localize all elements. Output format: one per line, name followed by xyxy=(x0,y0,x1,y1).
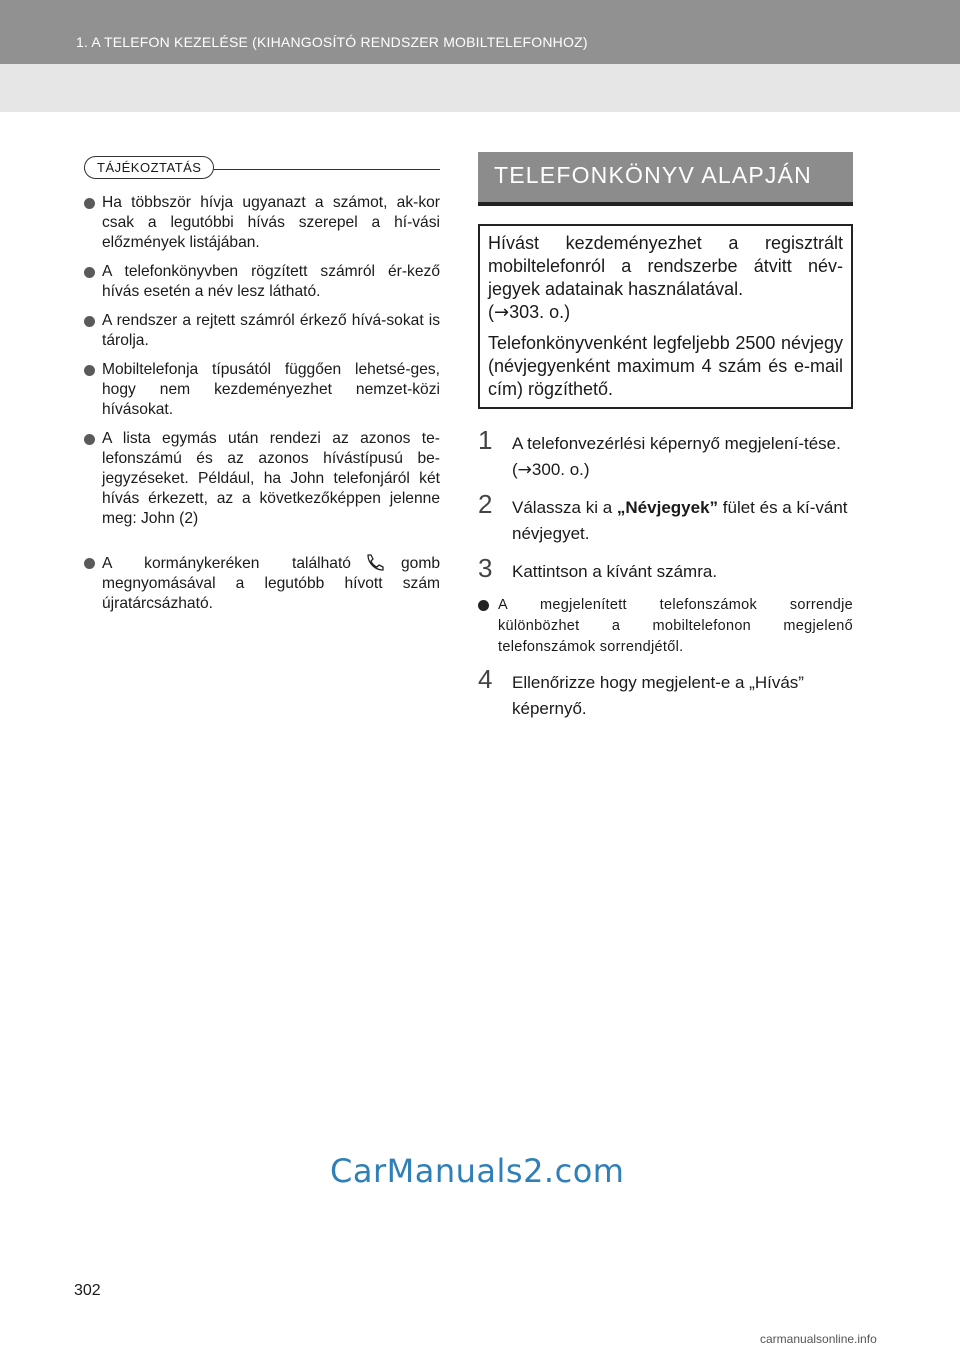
bullet-dot-icon xyxy=(84,198,95,209)
intro-box xyxy=(478,224,853,409)
info-bullet xyxy=(84,360,440,420)
info-bullet-text: Ha többször hívja ugyanazt a számot, ak-kor csak a legutóbbi hívás szerepel a hí-vási előzmények listájában. xyxy=(102,194,440,251)
step-number: 3 xyxy=(478,553,493,583)
chapter-title: 1. A TELEFON KEZELÉSE (KIHANGOSÍTÓ RENDSZER MOBILTELEFONHOZ) xyxy=(76,34,588,50)
info-bullet xyxy=(84,429,440,529)
source-url: carmanualsonline.info xyxy=(760,1332,877,1346)
intro-paragraph: Hívást kezdeményezhet a regisztrált mobiltelefonról a rendszerbe átvitt név-jegyek adatainak használatával. (→303. o.) xyxy=(488,233,843,323)
step-1: 1 A telefonvezérlési képernyő megjelení-tése. (→300. o.) xyxy=(478,425,841,480)
redial-text-after: gomb megnyomásával a legutóbb hívott szám újratárcsázható. xyxy=(102,555,440,612)
page-reference: 303. o.) xyxy=(509,302,571,322)
bullet-dot-icon xyxy=(84,267,95,278)
info-bullet-text: Mobiltelefonja típusától függően lehetsé-ges, hogy nem kezdeményezhet nemzet-közi hívásokat. xyxy=(102,361,440,418)
phonebook-column xyxy=(478,152,853,722)
step-2: 2 Válassza ki a „Névjegyek” fület és a kí-vánt névjegyet. xyxy=(478,489,848,543)
bullet-dot-icon xyxy=(84,558,95,569)
info-bullet xyxy=(84,311,440,351)
step-3: 3 Kattintson a kívánt számra. xyxy=(478,553,718,583)
info-bullet-redial xyxy=(84,553,440,614)
info-bullet-text: A lista egymás után rendezi az azonos te-lefonszámú és az azonos hívástípusú be-jegyzéseket. Például, ha John telefonjáról két hívás érkezett, az a következőképpen jelenne meg: John (2) xyxy=(102,430,440,527)
bullet-dot-icon xyxy=(84,365,95,376)
bullet-dot-icon xyxy=(478,600,489,611)
step-number: 4 xyxy=(478,664,493,694)
step-number: 2 xyxy=(478,489,493,519)
section-title: TELEFONKÖNYV ALAPJÁN xyxy=(478,152,853,206)
info-bullet-text: A rendszer a rejtett számról érkező hívá-sokat is tárolja. xyxy=(102,312,440,349)
info-badge: TÁJÉKOZTATÁS xyxy=(84,156,214,179)
info-bullet xyxy=(84,193,440,253)
arrow-right-icon: → xyxy=(517,460,532,480)
arrow-right-icon: → xyxy=(494,302,510,323)
info-bullet-text: A telefonkönyvben rögzített számról ér-kező hívás esetén a név lesz látható. xyxy=(102,263,440,300)
bullet-dot-icon xyxy=(84,316,95,327)
intro-paragraph-limit: Telefonkönyvenként legfeljebb 2500 névjegy (névjegyenként maximum 4 szám és e-mail cím) rögzíthető. xyxy=(488,333,843,399)
step-note: A megjelenített telefonszámok sorrendje különbözhet a mobiltelefonon megjelenő telefonszámok sorrendjétől. xyxy=(478,595,853,658)
watermark: CarManuals2.com xyxy=(330,1152,625,1190)
step-number: 1 xyxy=(478,425,493,455)
redial-text-before: A kormánykeréken található xyxy=(102,555,351,572)
page-number: 302 xyxy=(74,1282,101,1299)
page-reference: 300. o.) xyxy=(531,460,590,479)
info-bullet xyxy=(84,262,440,302)
step-4: 4 Ellenőrizze hogy megjelent-e a „Hívás” képernyő. xyxy=(478,664,804,718)
info-column xyxy=(84,156,440,623)
bullet-dot-icon xyxy=(84,434,95,445)
tab-name-emphasis: „Névjegyek” xyxy=(616,498,719,517)
phone-icon xyxy=(363,553,389,571)
header-bar xyxy=(0,0,960,64)
